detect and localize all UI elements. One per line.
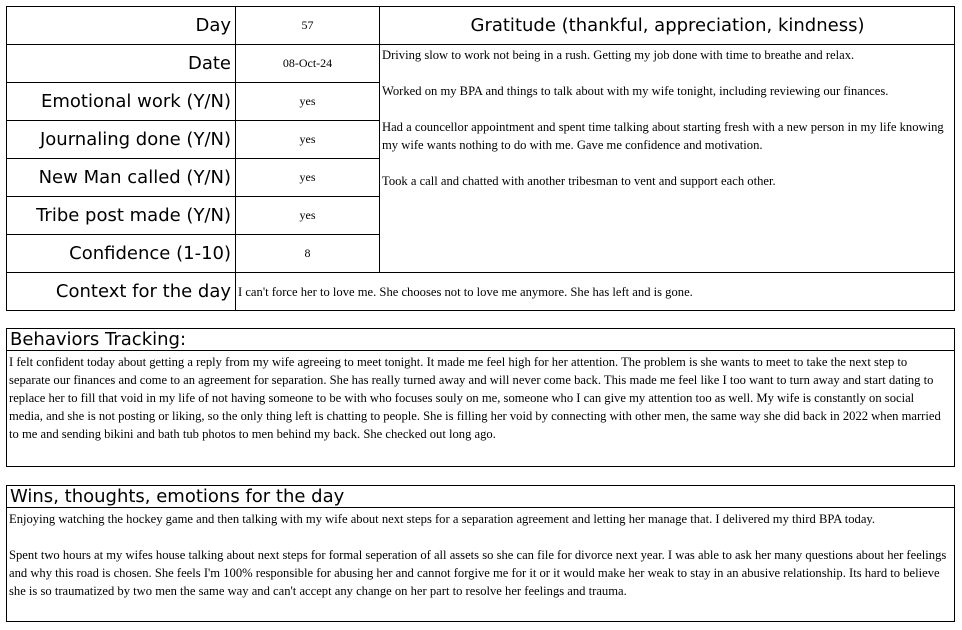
gratitude-entry-4: Took a call and chatted with another tribesman to vent and support each other.	[382, 174, 776, 188]
tracker-label-date: Date	[187, 52, 231, 74]
gratitude-entry-3: Had a councellor appointment and spent time talking about starting fresh with a new person in my life knowing my wife wants nothing to do with me. Gave me confidence and motivation.	[382, 120, 944, 152]
wins-entry-2: Spent two hours at my wifes house talking about next steps for formal seperation of all assets so she can file for divorce next year. I was able to ask her many questions about her feelings and why this road is chosen. She feels I'm 100% responsible for abusing her and cannot forgive me for it or it would make her weak to stay in an abusive relationship. Its hard to believe she is so traumatized by two men the same way and can't accept any change on her part to resolve her feelings and trauma.	[9, 548, 947, 598]
context-label: Context for the day	[55, 281, 231, 302]
gratitude-entries	[382, 46, 952, 270]
behaviors-text: I felt confident today about getting a reply from my wife agreeing to meet tonight. It made me feel high for her attention. The problem is she wants to meet to take the next step to separate our finances and come to an agreement for separation. She has really turned away and will never come back. This made me feel like I too want to turn away and start dating to replace her to fill that void in my life of not having someone to be with who focuses souly on me, someone who I can give my attention too as well. My wife is constantly on social media, and she is not posting or liking, so the only thing left is chatting to people. She is filling her void by connecting with other men, the same way she did back in 2022 when married to me and sending bikini and bath tub photos to men behind my back. She checked out long ago.	[9, 355, 941, 441]
wins-title: Wins, thoughts, emotions for the day	[10, 486, 345, 507]
tracker-label-new-man-called: New Man called (Y/N)	[38, 166, 231, 188]
gratitude-entry-1: Driving slow to work not being in a rush. Getting my job done with time to breathe and relax.	[382, 48, 855, 62]
tracker-value-new-man-called: yes	[299, 169, 316, 184]
behaviors-title: Behaviors Tracking:	[10, 329, 187, 350]
wins-entry-1: Enjoying watching the hockey game and then talking with my wife about next steps for a separation agreement and letting her manage that. I delivered my third BPA today.	[9, 512, 876, 526]
wins-entries	[9, 510, 950, 620]
tracker-value-journaling: yes	[299, 131, 316, 146]
tracker-label-journaling: Journaling done (Y/N)	[39, 128, 231, 150]
tracker-value-day: 57	[301, 17, 314, 32]
tracker-value-emotional-work: yes	[299, 93, 316, 108]
tracker-label-emotional-work: Emotional work (Y/N)	[40, 90, 231, 112]
context-text: I can't force her to love me. She chooses not to love me anymore. She has left and is gone.	[238, 284, 693, 299]
gratitude-title: Gratitude (thankful, appreciation, kindness)	[470, 14, 865, 36]
tracker-label-tribe-post: Tribe post made (Y/N)	[36, 204, 231, 226]
gratitude-entry-2: Worked on my BPA and things to talk about with my wife tonight, including reviewing our finances.	[382, 84, 889, 98]
tracker-value-confidence: 8	[304, 245, 311, 260]
tracker-label-confidence: Confidence (1-10)	[69, 242, 231, 264]
tracker-value-tribe-post: yes	[299, 207, 316, 222]
tracker-value-date: 08-Oct-24	[282, 55, 333, 70]
tracker-label-day: Day	[195, 14, 231, 36]
